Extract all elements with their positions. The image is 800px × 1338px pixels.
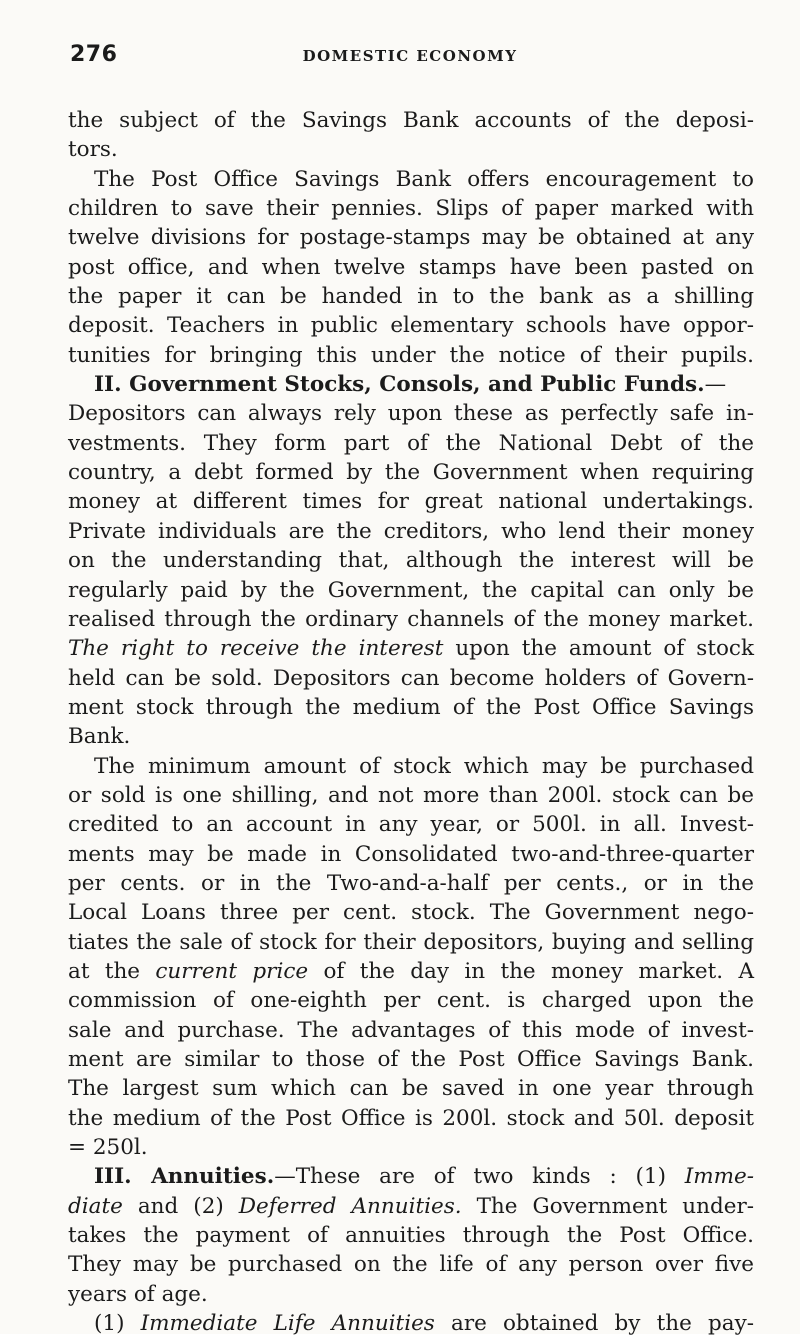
text-run: at the (68, 958, 156, 984)
text-line (68, 957, 754, 986)
text-line: realised through the ordinary channels of the money market. (68, 606, 754, 632)
text-line (68, 634, 754, 663)
text-line: They may be purchased on the life of any person over five (68, 1252, 754, 1278)
text-line: or sold is one shilling, and not more than 200l. stock can be (68, 782, 754, 808)
text-line: years of age. (68, 1281, 208, 1307)
section-heading-line (68, 1162, 754, 1191)
text-run: of the day in the money market. A (308, 958, 755, 984)
text-line: deposit. Teachers in public elementary schools have oppor- (68, 313, 754, 339)
section-heading-line (68, 370, 754, 399)
running-head (70, 42, 750, 76)
italic-phrase: current price (155, 958, 309, 984)
text-line: = 250l. (68, 1135, 148, 1161)
italic-phrase: Immediate Life Annuities (140, 1311, 435, 1337)
text-run: are obtained by the pay- (434, 1311, 754, 1337)
text-line: Local Loans three per cent. stock. The Government nego- (68, 900, 754, 926)
body-text (68, 106, 754, 1338)
text-line: tunities for bringing this under the notice of their pupils. (68, 342, 754, 368)
text-line: commission of one-eighth per cent. is charged upon the (68, 988, 754, 1014)
text-line: held can be sold. Depositors can become holders of Govern- (68, 665, 754, 691)
text-run: and (2) (122, 1193, 239, 1219)
text-line: post office, and when twelve stamps have been pasted on (68, 254, 754, 280)
text-run: (1) (94, 1311, 141, 1337)
text-line: The minimum amount of stock which may be purchased (94, 753, 754, 779)
text-line: country, a debt formed by the Government when requiring (68, 460, 754, 486)
text-line: takes the payment of annuities through the Post Office. (68, 1223, 754, 1249)
text-line: ment are similar to those of the Post Office Savings Bank. (68, 1047, 754, 1072)
text-run: —These are of two kinds : (1) (274, 1164, 685, 1190)
text-line: sale and purchase. The advantages of this mode of invest- (68, 1017, 754, 1043)
text-line: the subject of the Savings Bank accounts of the deposi- (68, 108, 754, 133)
italic-phrase: Imme- (684, 1164, 754, 1190)
text-run: The Government under- (461, 1193, 754, 1219)
section-heading: II. Government Stocks, Consols, and Public Funds. (94, 372, 705, 398)
text-line: the paper it can be handed in to the bank as a shilling (68, 284, 754, 310)
text-line: the medium of the Post Office is 200l. stock and 50l. deposit (68, 1105, 754, 1131)
text-line: money at different times for great national undertakings. (68, 489, 754, 515)
text-line: vestments. They form part of the National Debt of the (68, 430, 754, 456)
section-heading: III. Annuities. (94, 1164, 275, 1190)
text-line: tors. (68, 137, 118, 163)
text-line: credited to an account in any year, or 500l. in all. Invest- (68, 812, 754, 838)
text-line: Bank. (68, 724, 131, 750)
text-line: The largest sum which can be saved in one year through (68, 1076, 754, 1102)
text-line: Depositors can always rely upon these as perfectly safe in- (68, 401, 754, 427)
italic-phrase: Deferred Annuities. (238, 1193, 462, 1219)
text-line: ments may be made in Consolidated two-and-three-quarter (68, 841, 754, 867)
heading-dash: — (704, 372, 727, 398)
text-line: tiates the sale of stock for their depositors, buying and selling (68, 929, 754, 955)
text-line: twelve divisions for postage-stamps may be obtained at any (68, 225, 754, 251)
text-line: ment stock through the medium of the Post Office Savings (68, 694, 754, 720)
text-run: upon the amount of stock (443, 636, 754, 662)
text-line (68, 1192, 754, 1221)
text-line: on the understanding that, although the interest will be (68, 548, 754, 574)
italic-phrase: diate (68, 1193, 123, 1219)
italic-phrase: The right to receive the interest (68, 636, 444, 662)
text-line: children to save their pennies. Slips of paper marked with (68, 196, 754, 222)
text-line: Private individuals are the creditors, who lend their money (68, 518, 754, 544)
text-line: The Post Office Savings Bank offers encouragement to (94, 166, 754, 192)
text-line: per cents. or in the Two-and-a-half per cents., or in the (68, 870, 754, 896)
page-number: 276 (70, 42, 118, 67)
running-title: DOMESTIC ECONOMY (302, 47, 518, 65)
text-line: regularly paid by the Government, the capital can only be (68, 577, 754, 603)
